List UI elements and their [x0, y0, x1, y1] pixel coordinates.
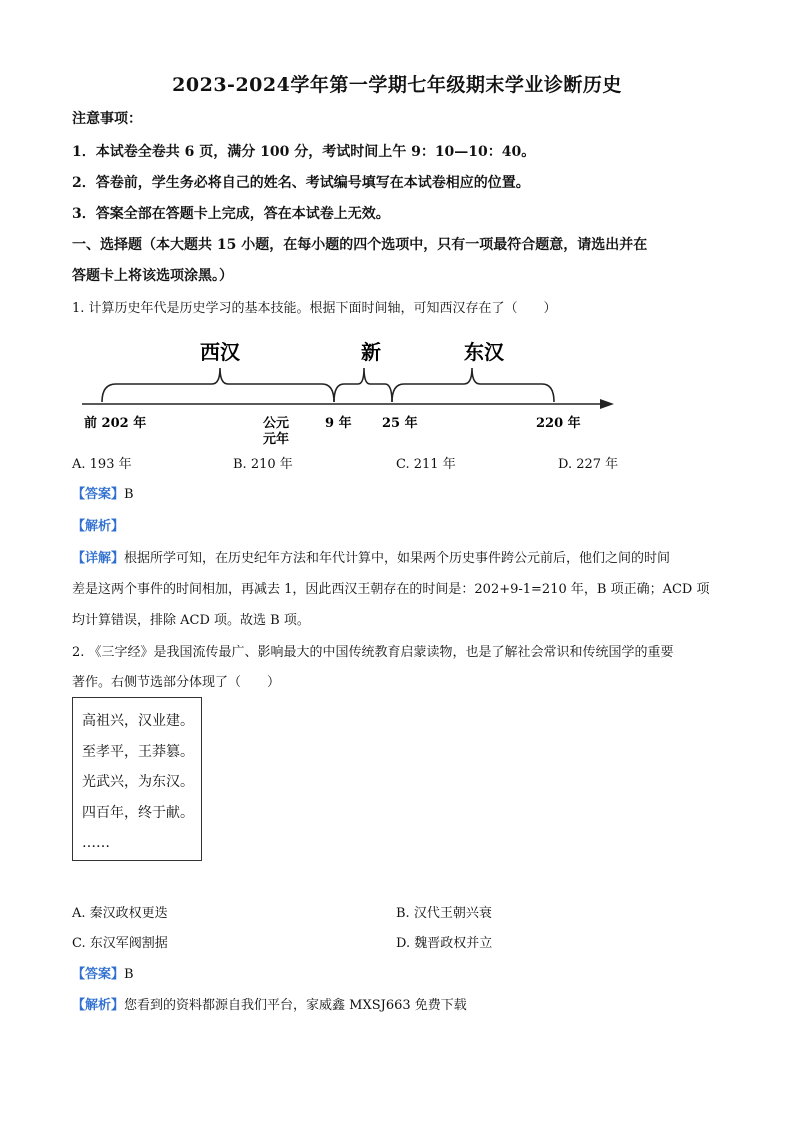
- q2-option-b: B. 汉代王朝兴衰: [396, 906, 492, 921]
- period-label-xin: 新: [361, 340, 381, 364]
- q2-analysis-line: [72, 994, 467, 1013]
- excerpt-line: 至孝平，王莽篡。: [82, 743, 194, 760]
- answer-value: B: [124, 967, 134, 982]
- q1-analysis-line: [72, 515, 124, 534]
- brace-donghan: [392, 368, 554, 402]
- analysis-label: 【解析】: [72, 998, 125, 1013]
- period-label-xihan: 西汉: [200, 340, 240, 364]
- notes-heading: 注意事项：: [72, 111, 142, 127]
- tick-label: 220 年: [536, 416, 581, 431]
- question-2-stem-cont: 著作。右侧节选部分体现了（ ）: [72, 675, 281, 690]
- q1-detail-line: [72, 547, 670, 566]
- excerpt-line: 高祖兴，汉业建。: [82, 713, 194, 729]
- q1-option-c: C. 211 年: [396, 457, 456, 472]
- answer-label: 【答案】: [72, 487, 125, 502]
- q2-option-c: C. 东汉军阀割据: [72, 936, 168, 951]
- analysis-text: 您看到的资料都源自我们平台，家威鑫 MXSJ663 免费下载: [124, 998, 467, 1013]
- page-title: 2023-2024学年第一学期七年级期末学业诊断历史: [172, 74, 622, 96]
- detail-text: 根据所学可知，在历史纪年方法和年代计算中，如果两个历史事件跨公元前后，他们之间的时间: [124, 551, 671, 566]
- excerpt-line: ……: [82, 835, 110, 851]
- timeline-arrow: [600, 399, 614, 409]
- timeline-diagram: [72, 330, 632, 445]
- note-item: 2．答卷前，学生务必将自己的姓名、考试编号填写在本试卷相应的位置。: [72, 175, 530, 191]
- brace-xihan: [102, 368, 334, 402]
- tick-label: 元年: [263, 432, 290, 445]
- excerpt-line: 光武兴，为东汉。: [82, 774, 194, 790]
- question-2-stem: 2. 《三字经》是我国流传最广、影响最大的中国传统教育启蒙读物，也是了解社会常识和传统国学的重要: [72, 645, 674, 660]
- brace-xin: [334, 368, 392, 402]
- q1-option-b: B. 210 年: [233, 457, 293, 472]
- note-item: 3．答案全部在答题卡上完成，答在本试卷上无效。: [72, 206, 390, 222]
- q1-option-a: A. 193 年: [72, 457, 132, 472]
- answer-value: B: [124, 487, 134, 502]
- tick-label: 前 202 年: [84, 416, 147, 431]
- answer-label: 【答案】: [72, 967, 125, 982]
- q1-detail-line-2: 差是这两个事件的时间相加，再减去 1，因此西汉王朝存在的时间是：202+9-1=210 年，B 项正确；ACD 项: [72, 582, 710, 597]
- q1-answer-line: [72, 483, 134, 502]
- q2-answer-line: [72, 963, 134, 982]
- q1-option-d: D. 227 年: [558, 457, 619, 472]
- section-heading: 一、选择题（本大题共 15 小题，在每小题的四个选项中，只有一项最符合题意，请选出并在: [72, 237, 648, 253]
- q1-detail-line-3: 均计算错误，排除 ACD 项。故选 B 项。: [72, 613, 310, 628]
- period-label-donghan: 东汉: [464, 340, 504, 364]
- excerpt-box: [72, 697, 202, 861]
- tick-label: 25 年: [382, 416, 418, 431]
- analysis-label: 【解析】: [72, 519, 125, 534]
- detail-label: 【详解】: [72, 551, 125, 566]
- section-heading-cont: 答题卡上将该选项涂黑。）: [72, 268, 233, 284]
- tick-label: 9 年: [325, 416, 352, 431]
- tick-label: 公元: [263, 416, 290, 431]
- q2-option-d: D. 魏晋政权并立: [396, 936, 493, 951]
- q2-option-a: A. 秦汉政权更迭: [72, 906, 168, 921]
- excerpt-line: 四百年，终于献。: [82, 804, 194, 821]
- question-1-stem: 1. 计算历史年代是历史学习的基本技能。根据下面时间轴，可知西汉存在了（ ）: [72, 301, 557, 316]
- note-item: 1．本试卷全卷共 6 页，满分 100 分，考试时间上午 9：10—10：40。: [72, 144, 536, 160]
